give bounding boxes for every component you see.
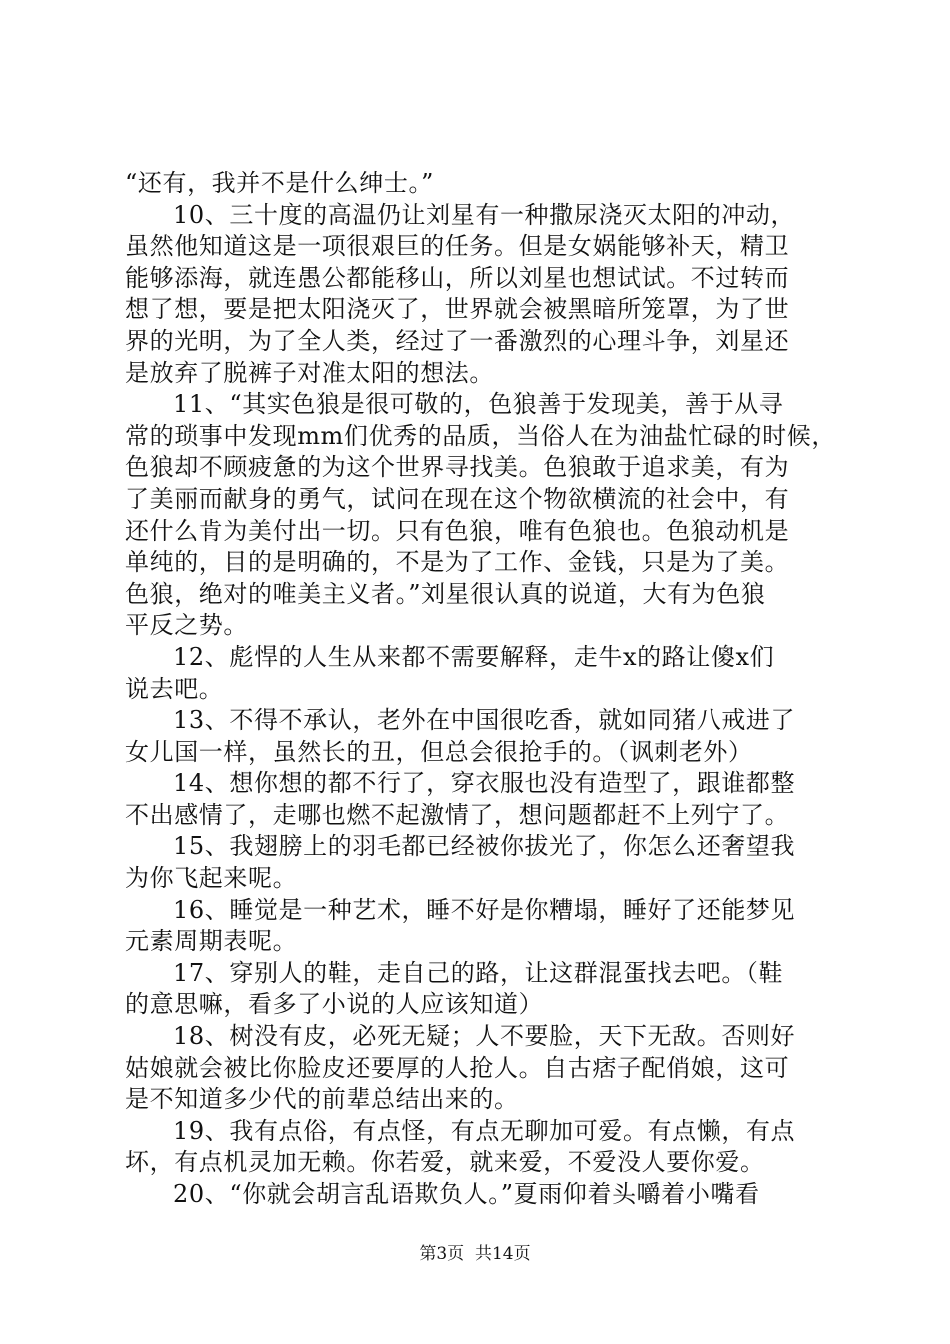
text-line: “还有，我并不是什么绅士。”	[125, 169, 434, 197]
text-line: 的意思嘛，看多了小说的人应该知道）	[125, 990, 544, 1019]
text-line: 虽然他知道这是一项很艰巨的任务。但是女娲能够补天，精卫	[125, 232, 790, 261]
text-line: 常的琐事中发现mm们优秀的品质，当俗人在为油盐忙碌的时候，	[125, 421, 836, 450]
text-line: 16、睡觉是一种艺术，睡不好是你糟塌，睡好了还能梦见	[173, 895, 796, 924]
text-line: 姑娘就会被比你脸皮还要厚的人抢人。自古痞子配俏娘，这可	[125, 1053, 790, 1082]
text-line: 10、三十度的高温仍让刘星有一种撒尿浇灭太阳的冲动，	[173, 200, 796, 229]
text-line: 不出感情了，走哪也燃不起激情了，想问题都赶不上列宁了。	[125, 800, 790, 829]
text-line: 元素周期表呢。	[125, 927, 298, 956]
text-line: 15、我翅膀上的羽毛都已经被你拔光了，你怎么还奢望我	[173, 832, 796, 861]
text-line: 13、不得不承认，老外在中国很吃香，就如同猪八戒进了	[173, 706, 796, 735]
text-line: 能够添海，就连愚公都能移山，所以刘星也想试试。不过转而	[125, 263, 790, 292]
text-line: 了美丽而献身的勇气，试问在现在这个物欲横流的社会中，有	[125, 484, 790, 513]
text-line: 为你飞起来呢。	[125, 864, 298, 893]
text-line: 17、穿别人的鞋，走自己的路，让这群混蛋找去吧。（鞋	[173, 958, 784, 987]
text-line: 平反之势。	[125, 611, 248, 640]
text-line: 色狼，绝对的唯美主义者。”刘星很认真的说道，大有为色狼	[125, 579, 766, 608]
text-line: 12、彪悍的人生从来都不需要解释，走牛x的路让傻x们	[173, 642, 775, 671]
text-line: 坏，有点机灵加无赖。你若爱，就来爱，不爱没人要你爱。	[125, 1148, 765, 1177]
page-footer	[0, 1243, 950, 1265]
text-line: 单纯的，目的是明确的，不是为了工作、金钱，只是为了美。	[125, 548, 790, 577]
page-number: 第3页 共14页	[419, 1244, 531, 1264]
text-line: 14、想你想的都不行了，穿衣服也没有造型了，跟谁都整	[173, 769, 796, 798]
text-line: 说去吧。	[125, 674, 224, 703]
text-line: 11、“其实色狼是很可敬的，色狼善于发现美，善于从寻	[173, 390, 784, 419]
text-line: 是不知道多少代的前辈总结出来的。	[125, 1085, 519, 1114]
document-body	[125, 168, 837, 1211]
text-line: 18、树没有皮，必死无疑；人不要脸，天下无敌。否则好	[173, 1022, 796, 1051]
text-line: 是放弃了脱裤子对准太阳的想法。	[125, 358, 494, 387]
text-line: 女儿国一样，虽然长的丑，但总会很抢手的。（讽刺老外）	[125, 737, 753, 766]
text-line: 想了想，要是把太阳浇灭了，世界就会被黑暗所笼罩，为了世	[125, 295, 790, 324]
text-line: 20、“你就会胡言乱语欺负人。”夏雨仰着头嚼着小嘴看	[173, 1180, 760, 1208]
text-line: 19、我有点俗，有点怪，有点无聊加可爱。有点懒，有点	[173, 1116, 796, 1145]
text-line: 还什么肯为美付出一切。只有色狼，唯有色狼也。色狼动机是	[125, 516, 790, 545]
text-line: 界的光明，为了全人类，经过了一番激烈的心理斗争，刘星还	[125, 326, 790, 355]
text-line: 色狼却不顾疲惫的为这个世界寻找美。色狼敢于追求美，有为	[125, 453, 790, 482]
